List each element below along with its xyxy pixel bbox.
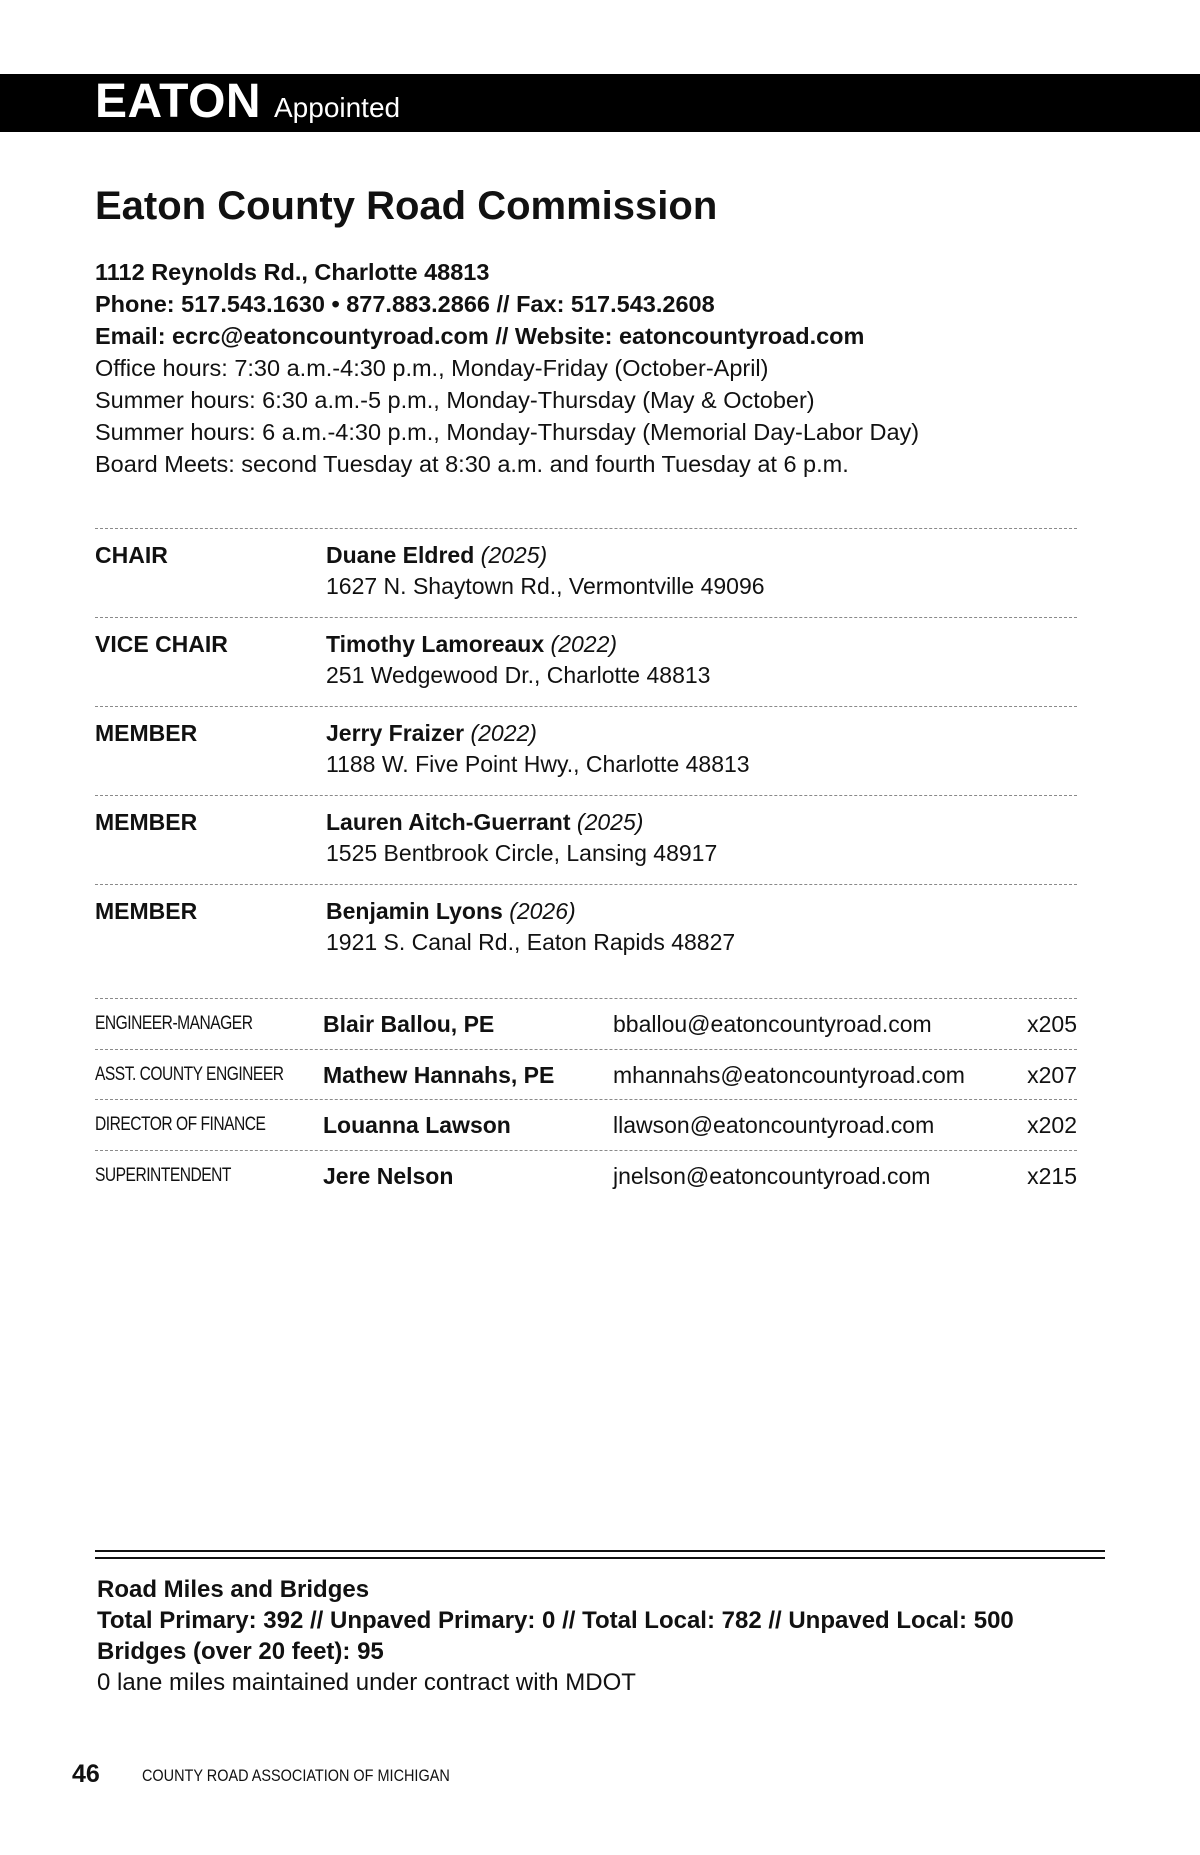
page-number: 46 xyxy=(72,1760,100,1788)
county-name: EATON xyxy=(95,75,262,128)
divider xyxy=(95,1099,1077,1100)
staff-extension: x205 xyxy=(1027,1011,1077,1037)
staff-name: Louanna Lawson xyxy=(323,1112,511,1138)
office-hours: Office hours: 7:30 a.m.-4:30 p.m., Monday-Friday (October-April) xyxy=(95,355,769,381)
divider xyxy=(95,617,1077,618)
staff-title: DIRECTOR OF FINANCE xyxy=(95,1114,266,1135)
footer-organization: COUNTY ROAD ASSOCIATION OF MICHIGAN xyxy=(142,1766,450,1785)
mdot-lane-miles: 0 lane miles maintained under contract with MDOT xyxy=(97,1669,636,1696)
member-address: 251 Wedgewood Dr., Charlotte 48813 xyxy=(326,662,711,688)
divider xyxy=(95,884,1077,885)
member-term: (2026) xyxy=(509,898,576,924)
board-role: CHAIR xyxy=(95,542,168,568)
board-role: MEMBER xyxy=(95,898,198,924)
board-person xyxy=(326,807,717,869)
member-term: (2025) xyxy=(576,809,644,835)
staff-name: Blair Ballou, PE xyxy=(323,1011,495,1037)
board-role: VICE CHAIR xyxy=(95,631,228,657)
staff-title: SUPERINTENDENT xyxy=(95,1165,231,1186)
staff-row xyxy=(95,1053,1077,1097)
agency-email-website: Email: ecrc@eatoncountyroad.com // Website: eatoncountyroad.com xyxy=(95,323,865,349)
staff-extension: x202 xyxy=(1027,1112,1077,1138)
member-term: (2022) xyxy=(550,631,618,657)
board-role: MEMBER xyxy=(95,809,198,835)
commission-type: Appointed xyxy=(274,92,401,123)
agency-phone: Phone: 517.543.1630 • 877.883.2866 // Fax: 517.543.2608 xyxy=(95,291,715,317)
summer-hours-2: Summer hours: 6 a.m.-4:30 p.m., Monday-Thursday (Memorial Day-Labor Day) xyxy=(95,419,920,445)
divider xyxy=(95,1049,1077,1050)
county-banner xyxy=(0,74,1200,132)
staff-email: mhannahs@eatoncountyroad.com xyxy=(613,1062,965,1088)
staff-name: Mathew Hannahs, PE xyxy=(323,1062,555,1088)
member-address: 1525 Bentbrook Circle, Lansing 48917 xyxy=(326,840,718,866)
board-member-row xyxy=(95,807,1077,877)
board-member-row xyxy=(95,718,1077,788)
road-miles-heading: Road Miles and Bridges xyxy=(97,1576,370,1603)
road-miles-section xyxy=(97,1574,1014,1698)
staff-extension: x207 xyxy=(1027,1062,1077,1088)
road-miles-totals: Total Primary: 392 // Unpaved Primary: 0 // Total Local: 782 // Unpaved Local: 500 xyxy=(97,1607,1014,1634)
staff-title: ENGINEER-MANAGER xyxy=(95,1013,253,1034)
board-person xyxy=(326,540,765,602)
staff-email: bballou@eatoncountyroad.com xyxy=(613,1011,932,1037)
staff-title: ASST. COUNTY ENGINEER xyxy=(95,1064,284,1085)
divider xyxy=(95,795,1077,796)
member-name: Timothy Lamoreaux xyxy=(326,631,545,657)
board-meetings: Board Meets: second Tuesday at 8:30 a.m. and fourth Tuesday at 6 p.m. xyxy=(95,451,849,477)
member-name: Duane Eldred xyxy=(326,542,475,568)
section-rule xyxy=(95,1550,1105,1559)
bridges-count: Bridges (over 20 feet): 95 xyxy=(97,1638,384,1665)
staff-email: jnelson@eatoncountyroad.com xyxy=(613,1163,931,1189)
board-person xyxy=(326,629,710,691)
divider xyxy=(95,706,1077,707)
agency-address: 1112 Reynolds Rd., Charlotte 48813 xyxy=(95,259,490,285)
staff-row xyxy=(95,1002,1077,1046)
staff-row xyxy=(95,1154,1077,1198)
member-term: (2025) xyxy=(480,542,548,568)
member-address: 1921 S. Canal Rd., Eaton Rapids 48827 xyxy=(326,929,736,955)
board-person xyxy=(326,896,735,958)
board-person xyxy=(326,718,750,780)
contact-block xyxy=(95,256,919,480)
member-address: 1188 W. Five Point Hwy., Charlotte 48813 xyxy=(326,751,750,777)
member-name: Jerry Fraizer xyxy=(326,720,465,746)
staff-extension: x215 xyxy=(1027,1163,1077,1189)
member-name: Benjamin Lyons xyxy=(326,898,503,924)
member-term: (2022) xyxy=(470,720,537,746)
agency-title: Eaton County Road Commission xyxy=(95,184,718,228)
staff-email: llawson@eatoncountyroad.com xyxy=(613,1112,935,1138)
member-name: Lauren Aitch-Guerrant xyxy=(326,809,571,835)
divider xyxy=(95,998,1077,999)
member-address: 1627 N. Shaytown Rd., Vermontville 49096 xyxy=(326,573,765,599)
staff-row xyxy=(95,1103,1077,1147)
divider xyxy=(95,1150,1077,1151)
board-member-row xyxy=(95,629,1077,699)
staff-name: Jere Nelson xyxy=(323,1163,454,1189)
board-member-row xyxy=(95,540,1077,610)
summer-hours-1: Summer hours: 6:30 a.m.-5 p.m., Monday-Thursday (May & October) xyxy=(95,387,815,413)
divider xyxy=(95,528,1077,529)
board-member-row xyxy=(95,896,1077,966)
board-role: MEMBER xyxy=(95,720,198,746)
